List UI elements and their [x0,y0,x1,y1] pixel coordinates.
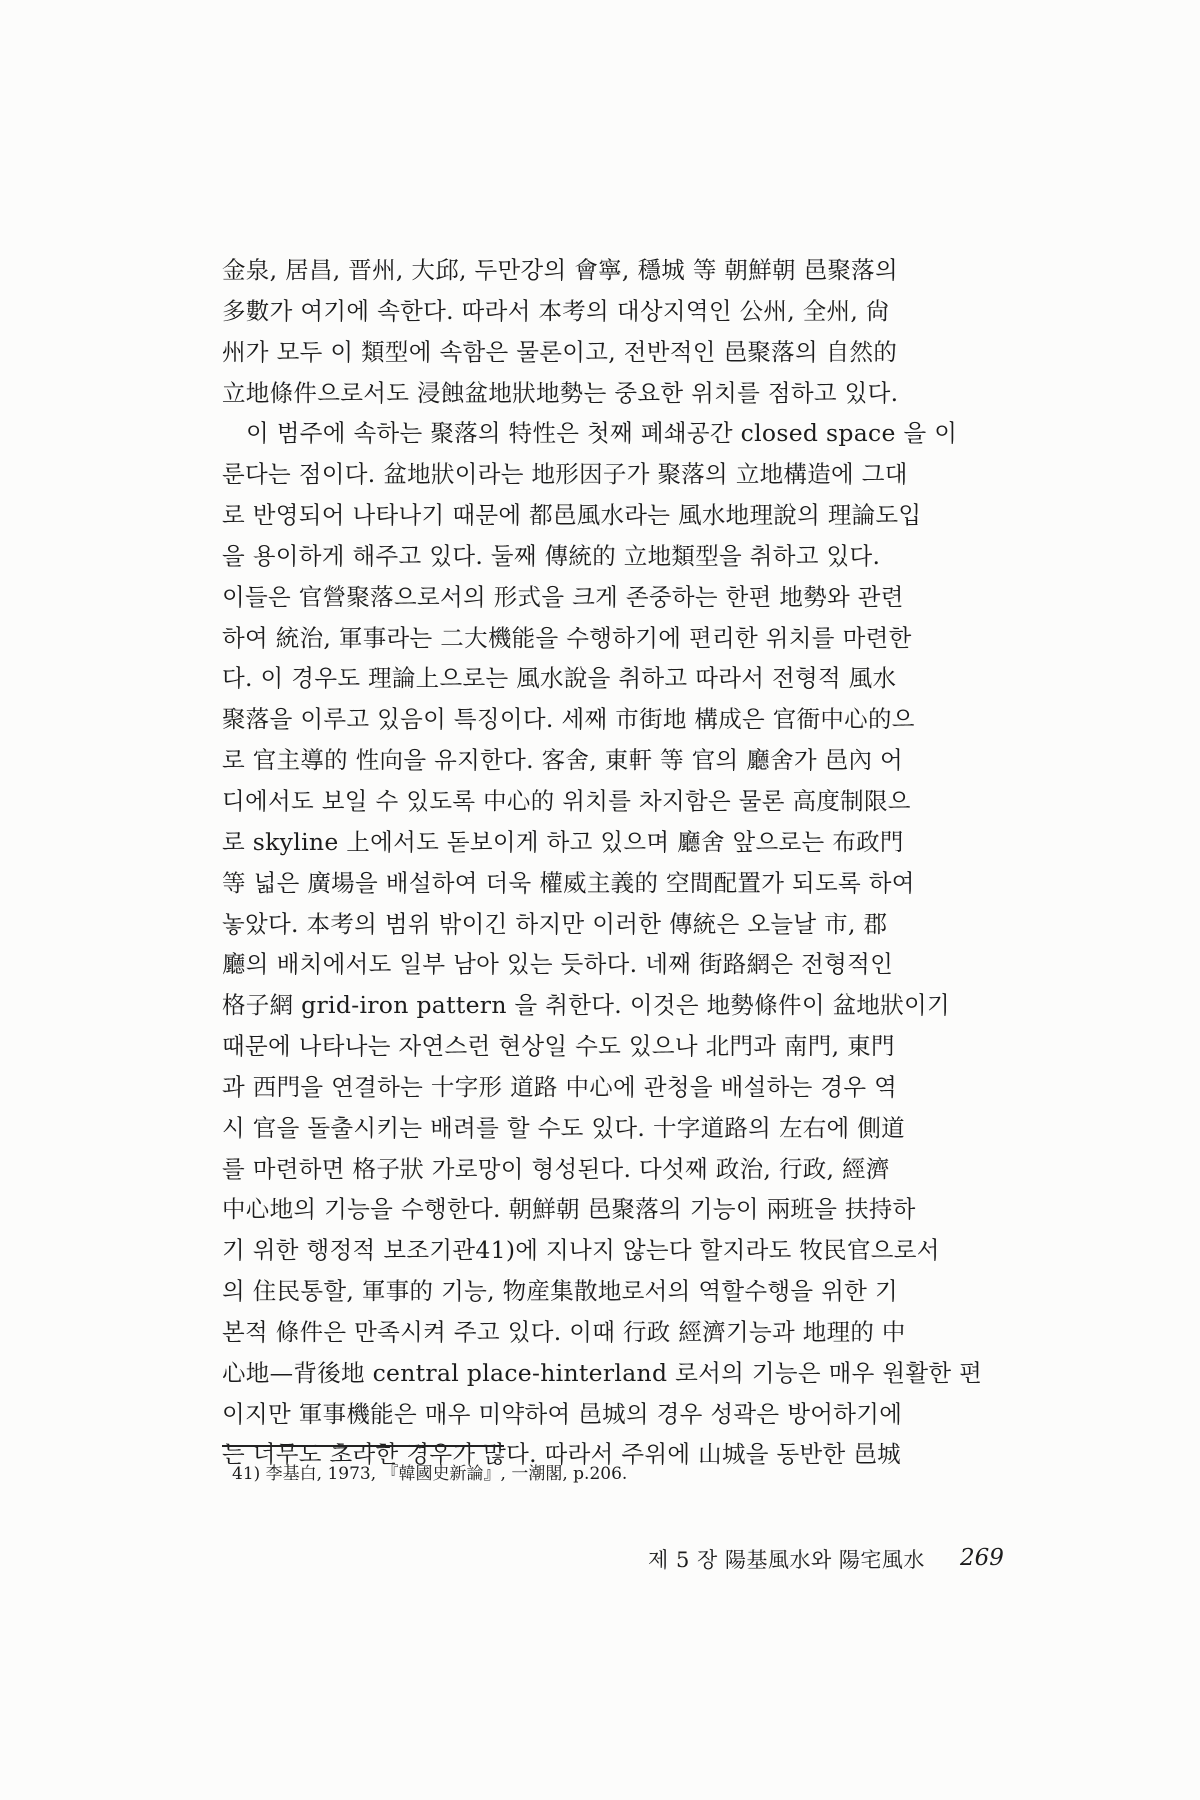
text-line: 金泉, 居昌, 晋州, 大邱, 두만강의 會寧, 穩城 等 朝鮮朝 邑聚落의 [222,256,898,284]
text-line: 룬다는 점이다. 盆地狀이라는 地形因子가 聚落의 立地構造에 그대 [222,460,908,489]
text-line: 이들은 官營聚落으로서의 形式을 크게 존중하는 한편 地勢와 관련 [222,582,904,611]
text-line: 中心地의 기능을 수행한다. 朝鮮朝 邑聚落의 기능이 兩班을 扶持하 [222,1195,916,1224]
text-line: 多數가 여기에 속한다. 따라서 本考의 대상지역인 公州, 全州, 尙 [222,296,890,325]
text-line: 心地—背後地 central place-hinterland 로서의 기능은 매우 원활한 편 [222,1358,983,1387]
text-line: 로 반영되어 나타나기 때문에 都邑風水라는 風水地理說의 理論도입 [222,501,922,530]
text-line: 의 住民통할, 軍事的 기능, 物産集散地로서의 역할수행을 위한 기 [222,1277,898,1306]
text-line: 이지만 軍事機能은 매우 미약하여 邑城의 경우 성곽은 방어하기에 [222,1399,903,1428]
text-line: 格子網 grid-iron pattern 을 취한다. 이것은 地勢條件이 盆地狀이기 [222,991,950,1020]
text-line: 하여 統治, 軍事라는 二大機能을 수행하기에 편리한 위치를 마련한 [222,623,912,652]
text-line: 等 넓은 廣場을 배설하여 더욱 權威主義的 空間配置가 되도록 하여 [222,868,915,897]
text-line: 본적 條件은 만족시켜 주고 있다. 이때 行政 經濟기능과 地理的 中 [222,1317,906,1346]
text-line: 는 너무도 초라한 경우가 많다. 따라서 주위에 山城을 동반한 邑城 [222,1440,901,1469]
text-line: 때문에 나타나는 자연스런 현상일 수도 있으나 北門과 南門, 東門 [222,1032,895,1061]
text-line: 聚落을 이루고 있음이 특징이다. 세째 市街地 構成은 官衙中心的으 [222,705,915,734]
text-line: 立地條件으로서도 浸蝕盆地狀地勢는 중요한 위치를 점하고 있다. [222,378,899,407]
text-line: 廳의 배치에서도 일부 남아 있는 듯하다. 네째 街路網은 전형적인 [222,950,894,979]
text-line: 놓았다. 本考의 범위 밖이긴 하지만 이러한 傳統은 오늘날 市, 郡 [222,909,888,938]
text-line: 로 skyline 上에서도 돋보이게 하고 있으며 廳舍 앞으로는 布政門 [222,827,904,856]
page-number: 269 [960,1545,1004,1571]
text-line: 州가 모두 이 類型에 속함은 물론이고, 전반적인 邑聚落의 自然的 [222,337,898,366]
running-footer: 제 5 장 陽基風水와 陽宅風水 [648,1548,925,1572]
text-line: 다. 이 경우도 理論上으로는 風水說을 취하고 따라서 전형적 風水 [222,664,897,693]
text-line: 시 官을 돌출시키는 배려를 할 수도 있다. 十字道路의 左右에 側道 [222,1113,905,1142]
text-line: 을 용이하게 해주고 있다. 둘째 傳統的 立地類型을 취하고 있다. [222,541,881,570]
footnote: 41) 李基白, 1973, 『韓國史新論』, 一潮閣, p.206. [232,1464,628,1484]
text-line: 를 마련하면 格子狀 가로망이 형성된다. 다섯째 政治, 行政, 經濟 [222,1154,890,1183]
paragraph-start-line: 이 범주에 속하는 聚落의 特性은 첫째 폐쇄공간 closed space 을 이 [246,419,958,448]
body-text [222,250,1044,1475]
text-line: 과 西門을 연결하는 十字形 道路 中心에 관청을 배설하는 경우 역 [222,1072,898,1101]
footnote-divider [222,1445,504,1447]
text-line: 로 官主導的 性向을 유지한다. 客舍, 東軒 等 官의 廳舍가 邑內 어 [222,746,904,775]
text-line: 기 위한 행정적 보조기관41)에 지나지 않는다 할지라도 牧民官으로서 [222,1236,940,1265]
text-line: 디에서도 보일 수 있도록 中心的 위치를 차지함은 물론 高度制限으 [222,786,911,815]
